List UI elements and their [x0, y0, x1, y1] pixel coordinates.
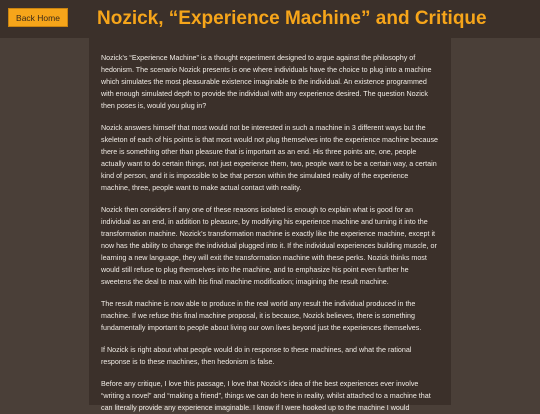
paragraph: Nozick answers himself that most would not be interested in such a machine in 3 different ways but the skeleton of each of his points is that most would not plug themselves into the experience machine because there is something other than pleasure that is important as an end. His three points are, one, people actually want to do certain things, not just experience them, two, people want to be a certain way, a certain kind of person, and it is impossible to be that person within the simulated reality of the experience machine, three, people want to make actual contact with reality. — [101, 124, 438, 192]
paragraph: Before any critique, I love this passage, I love that Nozick’s idea of the best experiences ever involve “writing a novel” and “making a friend”, things we can do here in reality, whilst attached to a machine that can literally provide any experience imaginable. I know if I were hooked up to the machine I would — [101, 380, 431, 412]
header-bar — [0, 0, 540, 38]
paragraph: Nozick’s “Experience Machine” is a thought experiment designed to argue against the philosophy of hedonism. The scenario Nozick presents is one where individuals have the choice to plug into a machine which simulates the most pleasurable existence imaginable to the individual. An existence programmed with enough simulated depth to provide the individual with any experience desired. The question Nozick then poses is, would you plug in? — [101, 54, 432, 110]
page-title: Nozick, “Experience Machine” and Critique — [97, 8, 487, 29]
paragraph: If Nozick is right about what people would do in response to these machines, and what the rational response is to these machines, then hedonism is false. — [101, 346, 412, 366]
article-content[interactable] — [89, 38, 451, 412]
paragraph: Nozick then considers if any one of these reasons isolated is enough to explain what is good for an individual as an end, in addition to pleasure, by modifying his experience machine and turning it into the transformation machine. Nozick’s transformation machine is exactly like the experience machine, except it now has the ability to change the individual plugged into it. If the individual experiences building muscle, or learning a new language, they will exit the transformation machine with these perks. Nozick thinks most would still refuse to plug themselves into the machine, and to emphasize his point even further he sweetens the deal to max with his final machine modification; imagining the result machine. — [101, 206, 437, 286]
back-home-button[interactable]: Back Home — [8, 8, 68, 27]
paragraph: The result machine is now able to produce in the real world any result the individual produced in the machine. If we refuse this final machine proposal, it is because, Nozick believes, there is something fundamentally important to people about living our own lives beyond just the experiences themselves. — [101, 300, 422, 332]
